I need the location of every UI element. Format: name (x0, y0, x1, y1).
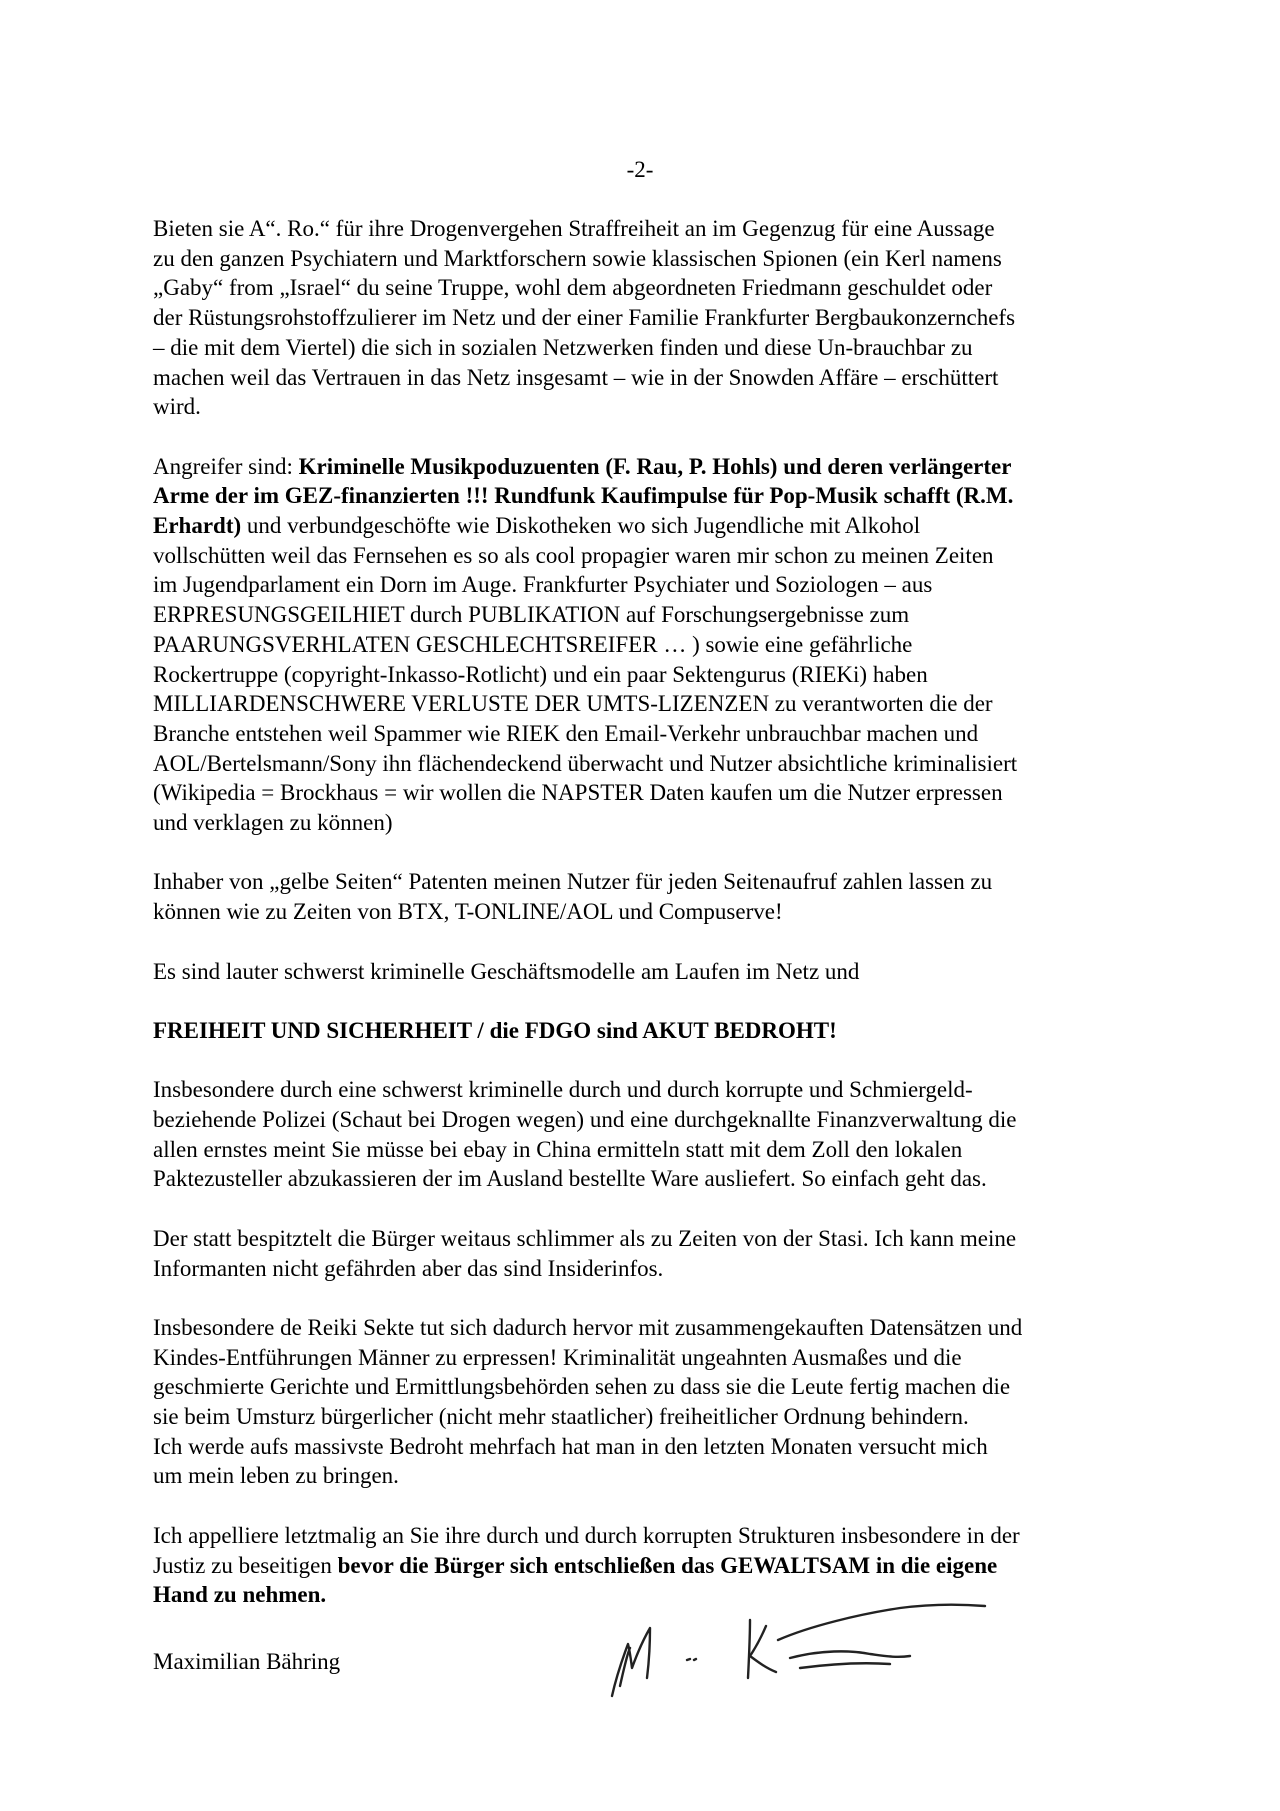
text-segment: Informanten nicht gefährden aber das sind Insiderinfos. (153, 1255, 664, 1281)
text-line (153, 1461, 1138, 1491)
handwritten-signature (600, 1578, 990, 1708)
text-line (153, 719, 1138, 749)
text-segment: Insbesondere de Reiki Sekte tut sich dadurch hervor mit zusammengekauften Datensätzen und (153, 1314, 1023, 1340)
text-line (153, 244, 1138, 274)
text-line (153, 392, 1138, 422)
paragraph (153, 867, 1138, 926)
text-line (153, 867, 1138, 897)
text-segment: „Gaby“ from „Israel“ du seine Truppe, wohl dem abgeordneten Friedmann geschuldet oder (153, 275, 993, 301)
text-line (153, 452, 1138, 482)
text-segment: vollschütten weil das Fernsehen es so als cool propagier waren mir schon zu meinen Zeiten (153, 542, 994, 568)
bold-text-segment: FREIHEIT UND SICHERHEIT / die FDGO sind AKUT BEDROHT! (153, 1017, 837, 1043)
text-line (153, 1551, 1138, 1581)
paragraph (153, 1313, 1138, 1491)
text-segment: im Jugendparlament ein Dorn im Auge. Frankfurter Psychiater und Soziologen – aus (153, 572, 933, 598)
text-segment: Bieten sie A“. Ro.“ für ihre Drogenvergehen Straffreiheit an im Gegenzug für eine Aussage (153, 216, 995, 241)
text-segment: PAARUNGSVERHLATEN GESCHLECHTSREIFER … ) sowie eine gefährliche (153, 631, 913, 657)
text-segment: sie beim Umsturz bürgerlicher (nicht mehr staatlicher) freiheitlicher Ordnung behindern. (153, 1404, 969, 1430)
text-line (153, 1521, 1138, 1551)
text-segment: Kindes-Entführungen Männer zu erpressen! Kriminalität ungeahnten Ausmaßes und die (153, 1344, 962, 1370)
text-line (153, 1105, 1138, 1135)
text-segment: um mein leben zu bringen. (153, 1463, 399, 1489)
text-segment: Rockertruppe (copyright-Inkasso-Rotlicht) und ein paar Sektengurus (RIEKi) haben (153, 661, 928, 687)
text-segment: Inhaber von „gelbe Seiten“ Patenten meinen Nutzer für jeden Seitenaufruf zahlen lassen zu (153, 869, 993, 895)
page-number: -2- (626, 157, 654, 182)
text-line (153, 1075, 1138, 1105)
text-segment: Branche entstehen weil Spammer wie RIEK den Email-Verkehr unbrauchbar machen und (153, 720, 979, 746)
text-line (153, 1135, 1138, 1165)
text-segment: und verklagen zu können) (153, 810, 393, 836)
paragraph (153, 1075, 1138, 1194)
text-line (153, 957, 1138, 987)
text-line (153, 511, 1138, 541)
text-line (153, 600, 1138, 630)
paragraph (153, 452, 1138, 838)
text-line (153, 778, 1138, 808)
text-segment: MILLIARDENSCHWERE VERLUSTE DER UMTS-LIZENZEN zu verantworten die der (153, 691, 993, 717)
text-line (153, 1016, 1138, 1046)
text-segment: wird. (153, 394, 201, 420)
text-line (153, 363, 1138, 393)
text-line (153, 897, 1138, 927)
text-line (153, 1432, 1138, 1462)
text-segment: Paktezusteller abzukassieren der im Ausland bestellte Ware ausliefert. So einfach geht das. (153, 1166, 987, 1192)
text-segment: zu den ganzen Psychiatern und Marktforschern sowie klassischen Spionen (ein Kerl namens (153, 245, 1002, 271)
text-segment: beziehende Polizei (Schaut bei Drogen wegen) und eine durchgeknallte Finanzverwaltung die (153, 1107, 1017, 1133)
bold-text-segment: Erhardt) (153, 513, 242, 539)
text-segment: Ich appelliere letztmalig an Sie ihre durch und durch korrupten Strukturen insbesondere in der (153, 1522, 1020, 1548)
text-line (153, 660, 1138, 690)
paragraph (153, 957, 1138, 987)
text-line (153, 1164, 1138, 1194)
text-segment: (Wikipedia = Brockhaus = wir wollen die NAPSTER Daten kaufen um die Nutzer erpressen (153, 780, 1003, 806)
text-line (153, 273, 1138, 303)
text-line (153, 1313, 1138, 1343)
text-segment: machen weil das Vertrauen in das Netz insgesamt – wie in der Snowden Affäre – erschüttert (153, 364, 999, 390)
text-line (153, 333, 1138, 363)
text-line (153, 214, 1138, 244)
bold-text-segment: Kriminelle Musikpoduzuenten (F. Rau, P. Hohls) und deren verlängerter (298, 453, 1012, 479)
paragraph (153, 214, 1138, 422)
text-segment: – die mit dem Viertel) die sich in sozialen Netzwerken finden und diese Un-brauchbar zu (153, 334, 973, 360)
text-segment: geschmierte Gerichte und Ermittlungsbehörden sehen zu dass sie die Leute fertig machen die (153, 1374, 1011, 1400)
text-segment: Insbesondere durch eine schwerst kriminelle durch und durch korrupte und Schmiergeld- (153, 1077, 973, 1103)
paragraph (153, 1224, 1138, 1283)
text-segment: können wie zu Zeiten von BTX, T-ONLINE/AOL und Compuserve! (153, 899, 783, 925)
text-line (153, 689, 1138, 719)
text-segment: und verbundgeschöfte wie Diskotheken wo sich Jugendliche mit Alkohol (241, 513, 921, 539)
text-line (153, 481, 1138, 511)
text-line (153, 1224, 1138, 1254)
text-line (153, 1254, 1138, 1284)
text-line (153, 1402, 1138, 1432)
text-segment: Ich werde aufs massivste Bedroht mehrfach hat man in den letzten Monaten versucht mich (153, 1433, 988, 1459)
bold-text-segment: Hand zu nehmen. (153, 1582, 327, 1608)
text-segment: ERPRESUNGSGEILHIET durch PUBLIKATION auf Forschungsergebnisse zum (153, 602, 910, 628)
text-line (153, 1343, 1138, 1373)
text-line (153, 570, 1138, 600)
bold-text-segment: bevor die Bürger sich entschließen das GEWALTSAM in die eigene (337, 1552, 998, 1578)
text-line (153, 630, 1138, 660)
bold-text-segment: Arme der im GEZ-finanzierten !!! Rundfunk Kaufimpulse für Pop-Musik schafft (R.M. (153, 483, 1014, 509)
text-line (153, 808, 1138, 838)
text-line (153, 1372, 1138, 1402)
text-segment: Der statt bespitztelt die Bürger weitaus schlimmer als zu Zeiten von der Stasi. Ich kann meine (153, 1225, 1017, 1251)
text-segment: Justiz zu beseitigen (153, 1552, 338, 1578)
paragraph (153, 1016, 1138, 1046)
text-line (153, 541, 1138, 571)
text-segment: AOL/Bertelsmann/Sony ihn flächendeckend überwacht und Nutzer absichtliche kriminalisiert (153, 750, 1018, 776)
text-segment: allen ernstes meint Sie müsse bei ebay in China ermitteln statt mit dem Zoll den lokalen (153, 1136, 963, 1162)
text-segment: der Rüstungsrohstoffzulierer im Netz und der einer Familie Frankfurter Bergbaukonzernchefs (153, 305, 1016, 331)
letter-body (153, 214, 1138, 1640)
text-line (153, 303, 1138, 333)
signoff-name: Maximilian Bähring (153, 1649, 341, 1674)
text-segment: Angreifer sind: (153, 453, 299, 479)
text-segment: Es sind lauter schwerst kriminelle Geschäftsmodelle am Laufen im Netz und (153, 958, 860, 984)
text-line (153, 749, 1138, 779)
